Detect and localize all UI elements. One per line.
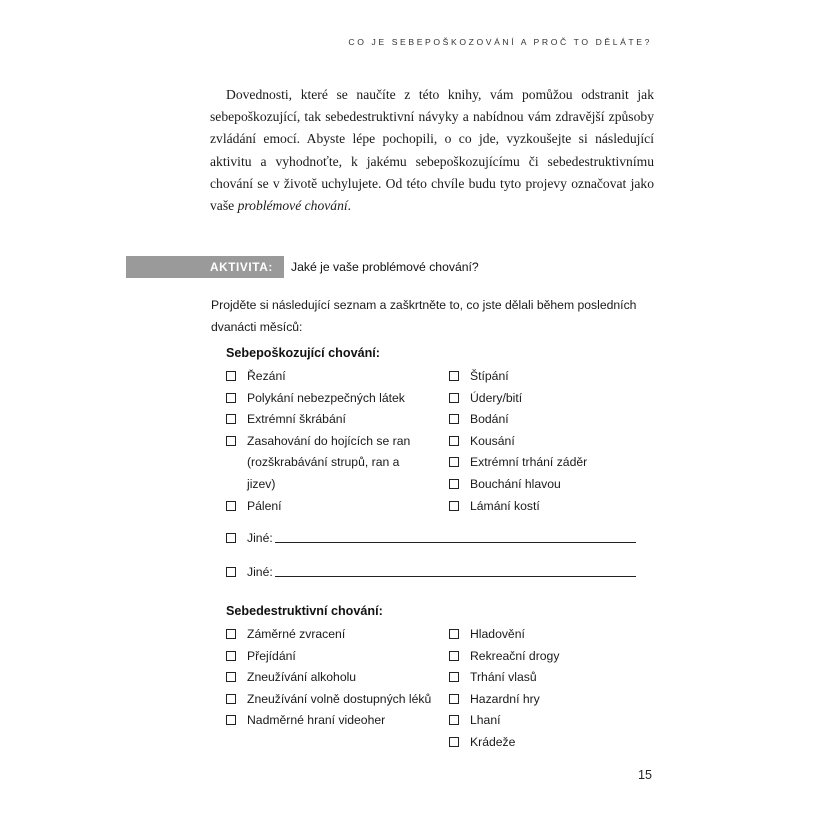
checklist-item[interactable] bbox=[449, 667, 649, 689]
activity-label: AKTIVITA: bbox=[210, 260, 273, 274]
checklist-item[interactable] bbox=[449, 474, 649, 496]
checklist-item[interactable] bbox=[226, 496, 426, 518]
checklist-item-label: Hazardní hry bbox=[470, 691, 540, 706]
checklist-item-label: Extrémní škrábání bbox=[247, 412, 346, 427]
checklist-item[interactable] bbox=[449, 732, 649, 754]
self-harm-right-column bbox=[449, 366, 649, 517]
activity-title: Jaké je vaše problémové chování? bbox=[291, 260, 479, 274]
other-label: Jiné: bbox=[247, 565, 273, 579]
checklist-item-label: Zneužívání alkoholu bbox=[247, 670, 357, 685]
checkbox[interactable] bbox=[449, 715, 459, 725]
checklist-item-label: Bodání bbox=[470, 412, 509, 427]
checklist-item[interactable] bbox=[449, 710, 649, 732]
intro-end: . bbox=[347, 198, 352, 214]
checklist-item[interactable] bbox=[226, 366, 426, 388]
self-destructive-left-column bbox=[226, 624, 432, 732]
checkbox[interactable] bbox=[226, 629, 236, 639]
checklist-item[interactable] bbox=[226, 667, 426, 689]
checklist-item[interactable] bbox=[449, 496, 649, 518]
self-harm-left-column bbox=[226, 366, 426, 517]
checkbox[interactable] bbox=[449, 436, 459, 446]
checklist-item-label: Zasahování do hojících se ran (rozškrabávání strupů, ran a jizev) bbox=[247, 433, 411, 491]
checkbox[interactable] bbox=[226, 393, 236, 403]
checklist-item[interactable] bbox=[226, 409, 426, 431]
self-destructive-right-column bbox=[449, 624, 649, 754]
intro-text: Dovednosti, které se naučíte z této knihy, vám pomůžou odstranit jak sebepoškozující, tak sebedestruktivní návyky a nabídnou vám zdravější způsoby zvládání emocí. Abyste lépe pochopili, o co jde, vyzkoušejte si následující aktivitu a vyhodnoťte, k jakému sebepoškozujícímu či sebedestruktivnímu chování se v životě uchylujete. Od této chvíle budu tyto projevy označovat jako vaše bbox=[210, 87, 654, 214]
checklist-item[interactable] bbox=[226, 388, 426, 410]
checklist-item-label: Bouchání hlavou bbox=[470, 476, 561, 491]
checkbox[interactable] bbox=[226, 436, 236, 446]
self-harm-heading: Sebepoškozující chování: bbox=[226, 346, 380, 360]
checkbox[interactable] bbox=[449, 737, 459, 747]
checklist-item-label: Lhaní bbox=[470, 713, 501, 728]
checklist-item-label: Trhání vlasů bbox=[470, 670, 537, 685]
activity-instructions: Projděte si následující seznam a zaškrtněte to, co jste dělali během posledních dvanácti měsíců: bbox=[211, 298, 637, 334]
checklist-item[interactable] bbox=[449, 366, 649, 388]
checklist-item-label: Pálení bbox=[247, 498, 282, 513]
checklist-item[interactable] bbox=[226, 710, 426, 732]
intro-emphasis: problémové chování bbox=[237, 198, 348, 214]
checkbox[interactable] bbox=[449, 501, 459, 511]
checkbox[interactable] bbox=[449, 694, 459, 704]
checklist-item-label: Extrémní trhání záděr bbox=[470, 455, 588, 470]
checkbox[interactable] bbox=[226, 715, 236, 725]
checklist-item-label: Řezání bbox=[247, 369, 286, 383]
checkbox[interactable] bbox=[226, 371, 236, 381]
checklist-item-label: Záměrné zvracení bbox=[247, 627, 346, 641]
checklist-item[interactable] bbox=[226, 431, 427, 496]
running-head: CO JE SEBEPOŠKOZOVÁNÍ A PROČ TO DĚLÁTE? bbox=[348, 37, 652, 47]
checklist-item-label: Krádeže bbox=[470, 734, 516, 749]
checklist-item-label: Hladovění bbox=[470, 627, 525, 641]
checkbox[interactable] bbox=[449, 393, 459, 403]
other-row-2[interactable] bbox=[226, 561, 636, 583]
checklist-item-label: Nadměrné hraní videoher bbox=[247, 713, 386, 728]
checklist-item-label: Lámání kostí bbox=[470, 498, 540, 513]
other-label: Jiné: bbox=[247, 531, 273, 545]
checklist-item-label: Přejídání bbox=[247, 648, 296, 663]
checklist-item[interactable] bbox=[449, 624, 649, 646]
checkbox[interactable] bbox=[226, 533, 236, 543]
checkbox[interactable] bbox=[449, 457, 459, 467]
checklist-item-label: Kousání bbox=[470, 433, 515, 448]
checklist-item[interactable] bbox=[449, 409, 649, 431]
page-number: 15 bbox=[637, 768, 652, 782]
checkbox[interactable] bbox=[449, 371, 459, 381]
checkbox[interactable] bbox=[226, 501, 236, 511]
checklist-item-label: Polykání nebezpečných látek bbox=[247, 390, 405, 405]
checklist-item[interactable] bbox=[449, 388, 649, 410]
checklist-item-label: Štípání bbox=[470, 369, 509, 383]
checklist-item[interactable] bbox=[449, 646, 649, 668]
checkbox[interactable] bbox=[449, 629, 459, 639]
checklist-item-label: Zneužívání volně dostupných léků bbox=[247, 691, 432, 706]
checklist-item[interactable] bbox=[226, 646, 426, 668]
checkbox[interactable] bbox=[226, 694, 236, 704]
checklist-item-label: Rekreační drogy bbox=[470, 648, 560, 663]
checkbox[interactable] bbox=[449, 479, 459, 489]
checkbox[interactable] bbox=[449, 651, 459, 661]
checkbox[interactable] bbox=[449, 414, 459, 424]
other-text-line[interactable] bbox=[275, 542, 636, 543]
checklist-item[interactable] bbox=[449, 431, 649, 453]
checklist-item[interactable] bbox=[449, 689, 649, 711]
checklist-item[interactable] bbox=[226, 689, 443, 711]
other-row-1[interactable] bbox=[226, 527, 636, 549]
other-text-line[interactable] bbox=[275, 576, 636, 577]
checkbox[interactable] bbox=[226, 651, 236, 661]
checklist-item[interactable] bbox=[226, 624, 426, 646]
checkbox[interactable] bbox=[449, 672, 459, 682]
checkbox[interactable] bbox=[226, 567, 236, 577]
self-destructive-heading: Sebedestruktivní chování: bbox=[226, 604, 383, 618]
checklist-item[interactable] bbox=[449, 452, 649, 474]
intro-paragraph bbox=[210, 84, 654, 217]
checkbox[interactable] bbox=[226, 414, 236, 424]
checkbox[interactable] bbox=[226, 672, 236, 682]
checklist-item-label: Údery/bití bbox=[470, 390, 523, 405]
